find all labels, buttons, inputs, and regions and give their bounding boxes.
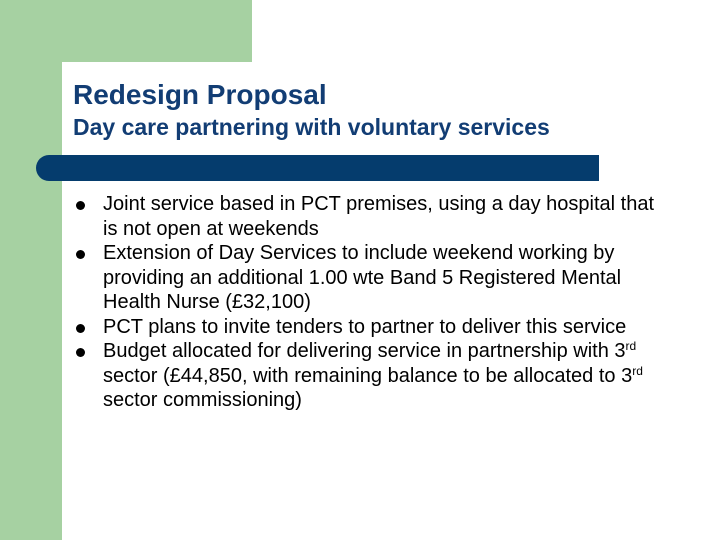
slide-title: Redesign Proposal xyxy=(73,79,327,110)
bullet-text: Joint service based in PCT premises, using a day hospital that is not open at weekends xyxy=(103,193,655,240)
bullet-text-part: sector (£44,850, with remaining balance to be allocated to 3 xyxy=(103,364,633,387)
ordinal-suffix: rd xyxy=(632,363,643,378)
bullet-text-part: Budget allocated for delivering service in partnership with 3 xyxy=(103,340,626,362)
bullet-dot-icon xyxy=(76,250,85,259)
ordinal-suffix: rd xyxy=(625,339,637,353)
title-divider-bar xyxy=(36,155,599,181)
bullet-dot-icon xyxy=(76,324,85,333)
bullet-item xyxy=(72,241,672,315)
bullet-text-part: sector commissioning) xyxy=(103,389,302,411)
bullet-dot-icon xyxy=(76,348,85,357)
bullet-dot-icon xyxy=(76,201,85,210)
left-green-strip xyxy=(0,0,62,540)
bullet-item xyxy=(72,339,672,413)
bullet-item xyxy=(72,315,672,340)
slide-subtitle: Day care partnering with voluntary services xyxy=(73,114,550,140)
bullet-text: PCT plans to invite tenders to partner to deliver this service xyxy=(103,315,627,338)
bullet-text: Extension of Day Services to include weekend working by providing an additional 1.00 wte Band 5 Registered Mental Health Nurse (£32,100) xyxy=(103,242,622,313)
bullet-list xyxy=(72,192,672,413)
bullet-item xyxy=(72,192,672,241)
top-green-block xyxy=(0,0,252,62)
